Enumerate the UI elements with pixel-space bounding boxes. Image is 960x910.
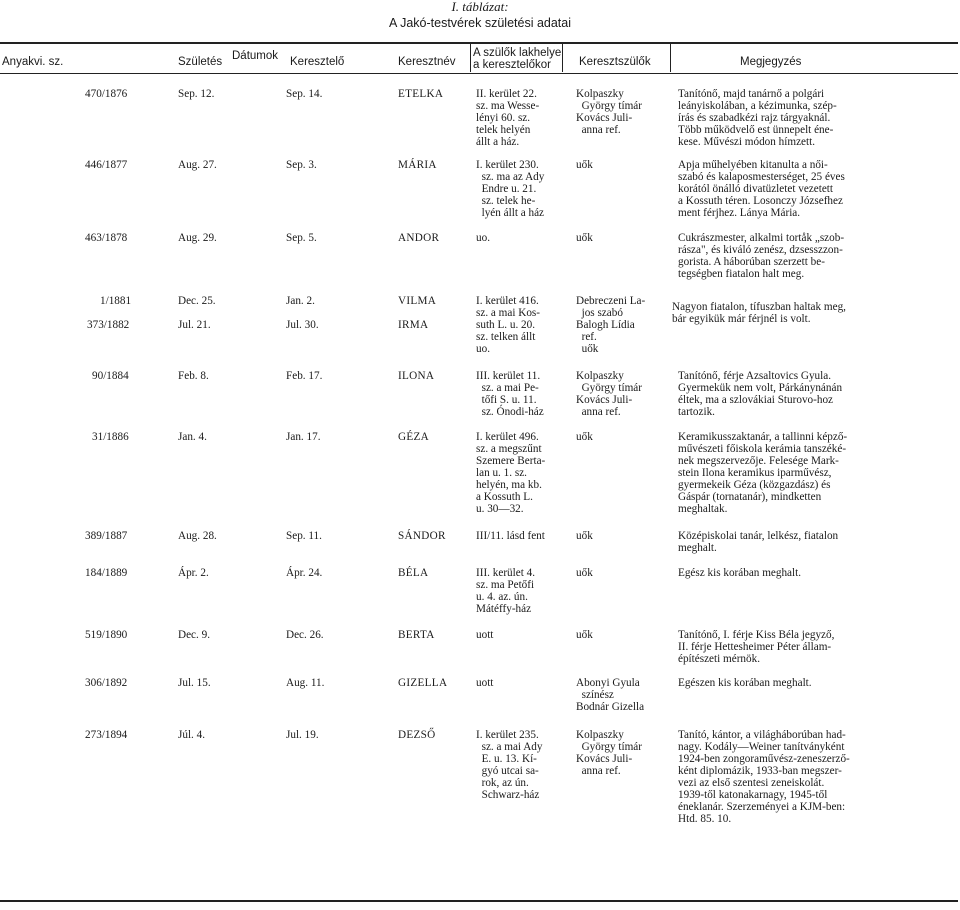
row-keresztszulok: Kolpaszky György tímár Kovács Juli- anna ref. xyxy=(576,729,642,777)
row-anyakvi: 463/1878 xyxy=(85,232,128,244)
row-lakhely: uott xyxy=(476,677,494,689)
row-keresztelo: Feb. 17. xyxy=(286,370,323,382)
row-keresztelo: Sep. 5. xyxy=(286,232,317,244)
row-megjegyzes: Középiskolai tanár, lelkész, fiatalon meghalt. xyxy=(678,530,839,554)
row-szuletes: Dec. 25. xyxy=(178,295,216,307)
row-lakhely: I. kerület 496. sz. a megszűnt Szemere Berta- lan u. 1. sz. helyén, ma kb. a Kossuth L. u. 30—32. xyxy=(476,431,546,515)
colhead-szuletes: Születés xyxy=(178,56,223,68)
row-keresztszulok: Kolpaszky György tímár Kovács Juli- anna ref. xyxy=(576,370,642,418)
row-anyakvi: 373/1882 xyxy=(87,319,130,331)
row-szuletes: Dec. 9. xyxy=(178,629,210,641)
row-keresztelo: Jul. 30. xyxy=(286,319,319,331)
row-lakhely: III. kerület 4. sz. ma Petőfi u. 4. az. ún. Mátéffy-ház xyxy=(476,567,536,615)
row-keresztszulok: uők xyxy=(576,232,593,244)
row-lakhely: I. kerület 416. sz. a mai Kos- suth L. u. 20. sz. telken állt uo. xyxy=(476,295,541,355)
row-keresztelo: Ápr. 24. xyxy=(286,567,323,579)
row-anyakvi: 1/1881 xyxy=(100,295,132,307)
top-rule xyxy=(0,42,958,44)
row-lakhely: I. kerület 230. sz. ma az Ady Endre u. 21. sz. telek he- lyén állt a ház xyxy=(476,159,545,219)
row-megjegyzes: Nagyon fiatalon, tífuszban haltak meg, bár egyikük már férjnél is volt. xyxy=(672,301,846,325)
row-lakhely: II. kerület 22. sz. ma Wesse- lényi 60. sz. telek helyén állt a ház. xyxy=(476,88,540,148)
row-szuletes: Feb. 8. xyxy=(178,370,209,382)
table-title: A Jakó-testvérek születési adatai xyxy=(388,16,572,30)
row-keresztszulok: uők xyxy=(576,159,593,171)
row-megjegyzes: Tanítónő, I. férje Kiss Béla jegyző, II. férje Hettesheimer Péter állam- építészeti mérnök. xyxy=(678,629,835,665)
table-number: I. táblázat: xyxy=(451,0,509,14)
row-keresztnev: ETELKA xyxy=(398,88,444,100)
row-keresztszulok: Kolpaszky György tímár Kovács Juli- anna ref. xyxy=(576,88,642,136)
colhead-datumok: Dátumok xyxy=(232,50,279,62)
row-keresztnev: BERTA xyxy=(398,629,435,641)
colhead-anyakvi: Anyakvi. sz. xyxy=(2,56,64,68)
row-anyakvi: 31/1886 xyxy=(92,431,129,443)
row-keresztelo: Sep. 3. xyxy=(286,159,317,171)
row-anyakvi: 184/1889 xyxy=(85,567,128,579)
row-keresztnev: SÁNDOR xyxy=(398,530,446,542)
row-megjegyzes: Cukrászmester, alkalmi tortåk „szob- rásza", és kiváló zenész, dzsesszzon- gorista. A háborúban szerzett be- tegségben fiatalon halt meg. xyxy=(678,232,845,280)
row-keresztnev: GÉZA xyxy=(398,431,430,443)
row-megjegyzes: Apja műhelyében kitanulta a női- szabó és kalaposmesterséget, 25 éves korától önálló divatüzletet vezetett a Kossuth téren. Losonczy Józsefhez ment férjhez. Lánya Mária. xyxy=(678,159,845,219)
bottom-rule xyxy=(0,900,958,902)
row-keresztszulok: uők xyxy=(576,431,593,443)
row-lakhely: uo. xyxy=(476,232,490,244)
row-lakhely: III/11. lásd fent xyxy=(476,530,545,542)
row-keresztelo: Aug. 11. xyxy=(286,677,325,689)
row-keresztszulok: Debreczeni La- jos szabó Balogh Lídia ref. uők xyxy=(576,295,646,355)
row-lakhely: uott xyxy=(476,629,494,641)
row-keresztnev: GIZELLA xyxy=(398,677,448,689)
row-szuletes: Jul. 21. xyxy=(178,319,211,331)
row-anyakvi: 306/1892 xyxy=(85,677,128,689)
row-megjegyzes: Keramikusszaktanár, a tallinni képző- művészeti főiskola kerámia tanszéké- nek megszervezője. Felesége Mark- stein Ilona keramikus iparművész, gyermekeik Géza (közgazdász) és Gáspár (tornatanár), mindketten meghaltak. xyxy=(678,431,848,515)
row-keresztelo: Jul. 19. xyxy=(286,729,319,741)
header-divider xyxy=(670,44,671,72)
row-keresztelo: Jan. 2. xyxy=(286,295,315,307)
row-szuletes: Jul. 15. xyxy=(178,677,211,689)
row-megjegyzes: Tanítónő, férje Azsaltovics Gyula. Gyermekük nem volt, Párkánynánán éltek, ma a szlovákiai Sturovo-hoz tartozik. xyxy=(678,370,843,418)
row-szuletes: Aug. 27. xyxy=(178,159,217,171)
row-lakhely: I. kerület 235. sz. a mai Ady E. u. 13. Kí- gyó utcai sa- rok, az ún. Schwarz-ház xyxy=(476,729,543,801)
row-anyakvi: 446/1877 xyxy=(85,159,128,171)
colhead-keresztnev: Keresztnév xyxy=(398,56,456,68)
row-megjegyzes: Egész kis korában meghalt. xyxy=(678,567,802,579)
row-keresztelo: Sep. 11. xyxy=(286,530,322,542)
colhead-keresztelo: Keresztelő xyxy=(290,56,345,68)
colhead-megjegyzes: Megjegyzés xyxy=(740,56,802,68)
row-keresztelo: Sep. 14. xyxy=(286,88,323,100)
row-szuletes: Júl. 4. xyxy=(178,729,206,741)
row-keresztszulok: uők xyxy=(576,567,593,579)
row-keresztszulok: uők xyxy=(576,530,593,542)
row-keresztszulok: Abonyi Gyula színész Bodnár Gizella xyxy=(576,677,645,713)
row-keresztnev: MÁRIA xyxy=(398,159,437,171)
row-keresztnev: DEZSŐ xyxy=(398,729,436,741)
row-szuletes: Sep. 12. xyxy=(178,88,215,100)
row-anyakvi: 90/1884 xyxy=(92,370,129,382)
colhead-lakhely: A szülők lakhelye a keresztelőkor xyxy=(473,47,562,71)
row-keresztnev: ANDOR xyxy=(398,232,440,244)
row-megjegyzes: Egészen kis korában meghalt. xyxy=(678,677,812,689)
header-rule xyxy=(0,73,958,74)
row-keresztnev: ILONA xyxy=(398,370,435,382)
row-keresztelo: Jan. 17. xyxy=(286,431,321,443)
row-szuletes: Ápr. 2. xyxy=(178,567,209,579)
row-megjegyzes: Tanító, kántor, a világháborúban had- nagy. Kodály—Weiner tanítványként 1924-ben zongoraművész-zeneszerző- ként diplomázik, 1933-ban megszer- vezi az első szentesi zeneiskolát. 1939-től katonakarnagy, 1945-től éneklanár. Szerzeményei a KJM-ben: Htd. 85. 10. xyxy=(678,729,850,825)
row-szuletes: Aug. 29. xyxy=(178,232,217,244)
row-anyakvi: 519/1890 xyxy=(85,629,128,641)
row-keresztnev: VILMA xyxy=(398,295,437,307)
header-divider xyxy=(562,44,563,72)
row-szuletes: Aug. 28. xyxy=(178,530,217,542)
row-keresztszulok: uők xyxy=(576,629,593,641)
header-divider xyxy=(470,44,471,72)
row-anyakvi: 389/1887 xyxy=(85,530,128,542)
row-megjegyzes: Tanítónő, majd tanárnő a polgári leányiskolában, a kézimunka, szép- írás és szabadkézi rajz tárgyaknál. Több működvelő est ünnepelt éne- kese. Művészi módon hímzett. xyxy=(678,88,837,148)
row-keresztnev: BÉLA xyxy=(398,567,429,579)
row-szuletes: Jan. 4. xyxy=(178,431,207,443)
colhead-keresztszulok: Keresztszülők xyxy=(579,56,651,68)
row-keresztelo: Dec. 26. xyxy=(286,629,324,641)
row-keresztnev: IRMA xyxy=(398,319,429,331)
row-anyakvi: 273/1894 xyxy=(85,729,128,741)
row-anyakvi: 470/1876 xyxy=(85,88,128,100)
row-lakhely: III. kerület 11. sz. a mai Pe- tőfi S. u. 11. sz. Ónodi-ház xyxy=(476,370,544,418)
